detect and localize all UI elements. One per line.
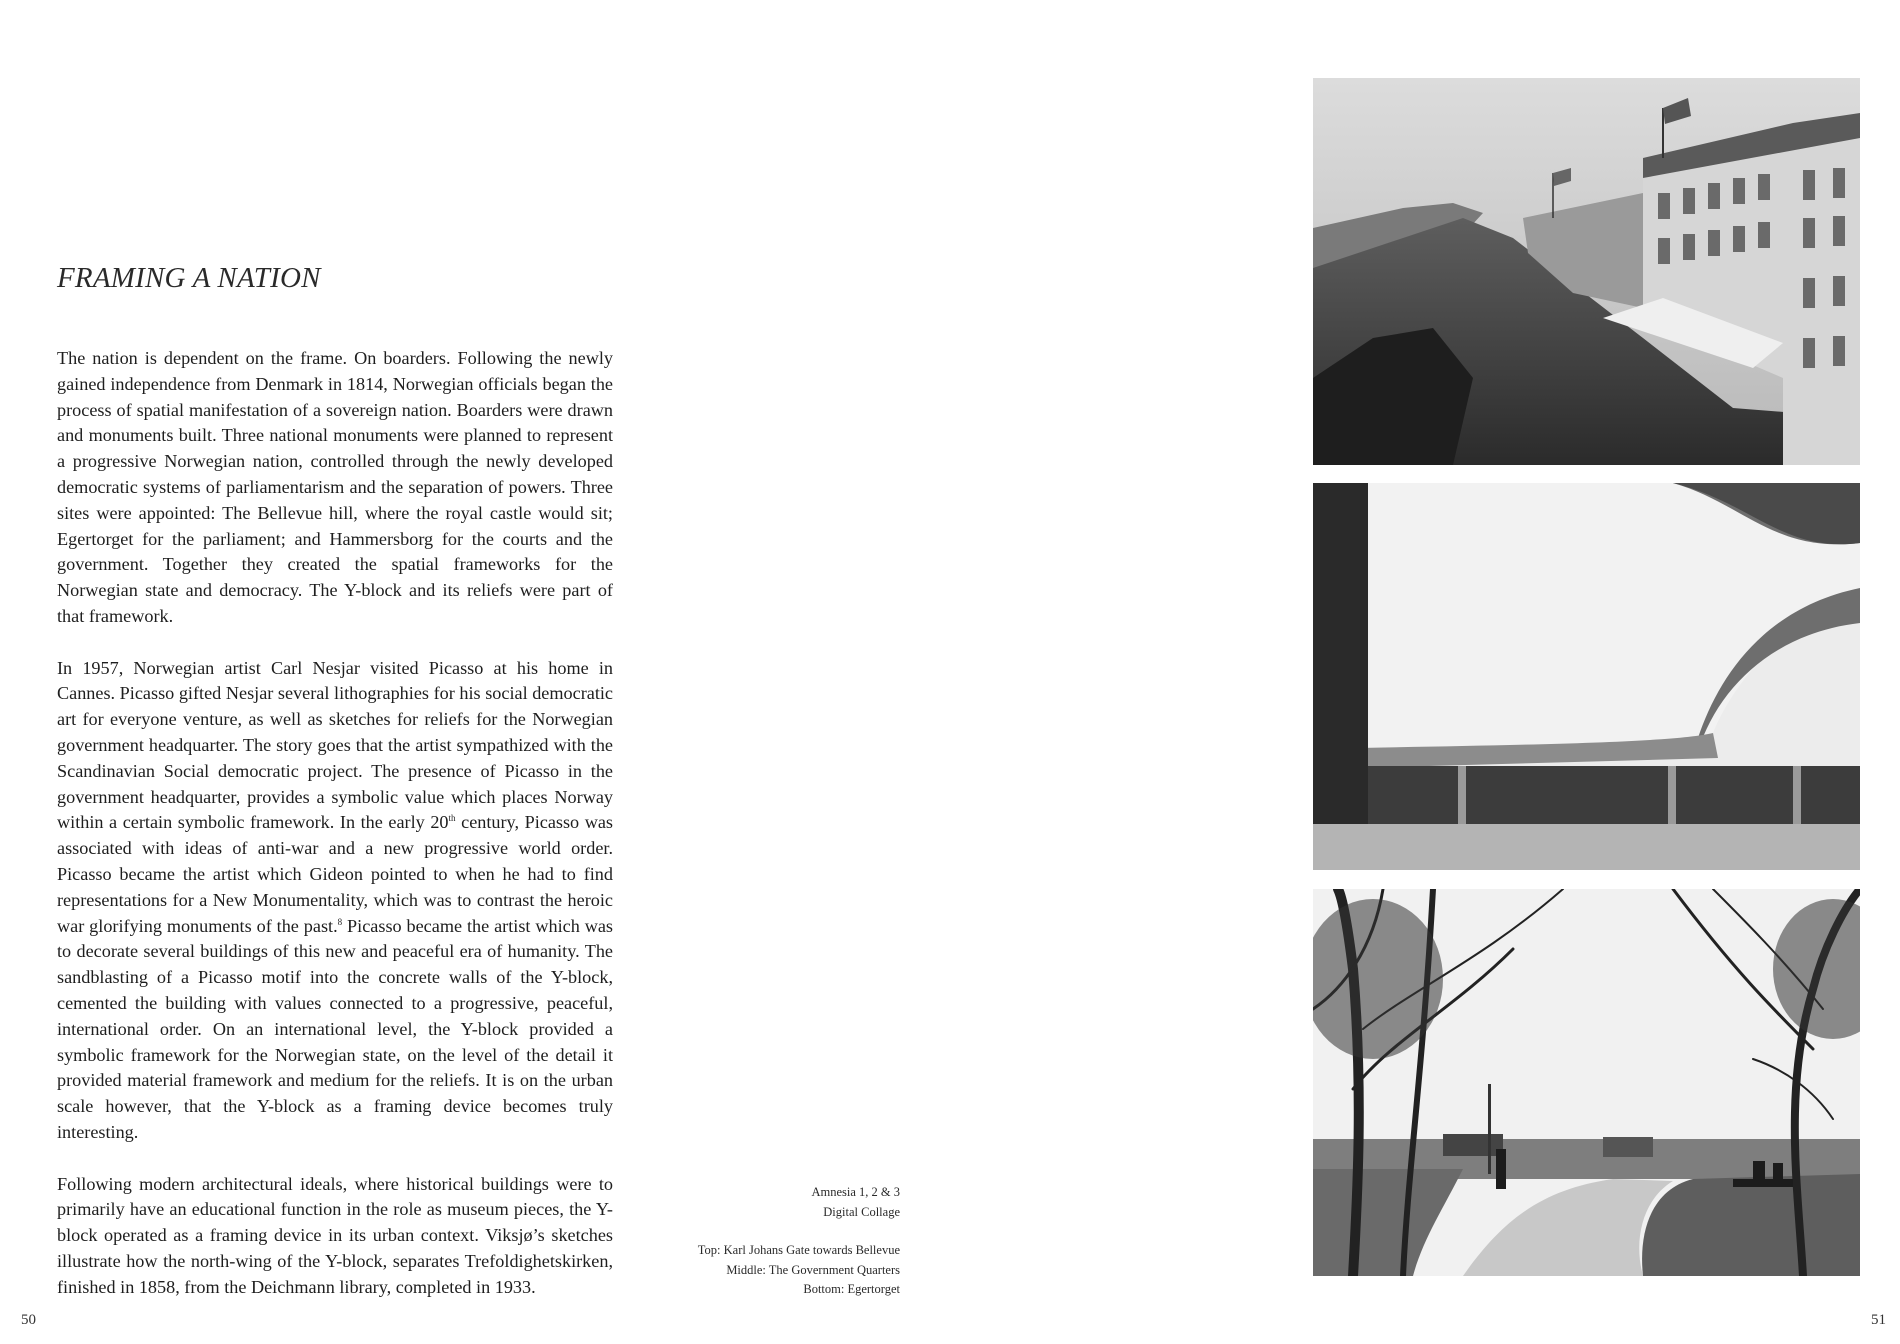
paragraph-1: The nation is dependent on the frame. On boarders. Following the newly gained independence from Denmark in 1814, Norwegian officials began the process of spatial manifestation of a sovereign nation. Boarders were drawn and monuments built. Three national monuments were planned to represent a progressive Norwegian nation, controlled through the newly developed democratic systems of parliamentarism and the separation of powers. Three sites were appointed: The Bellevue hill, where the royal castle would sit; Egertorget for the parliament; and Hammersborg for the courts and the government. Together they created the spatial frameworks for the Norwegian state and democracy. The Y-block and its reliefs were part of that framework. [57,348,613,626]
paragraph-3: Following modern architectural ideals, where historical buildings were to primarily have an educational function in the role as museum pieces, the Y-block operated as a framing device in its urban context. Viksjø’s sketches illustrate how the north-wing of the Y-block, separates Trefoldighetskirken, finished in 1858, from the Deichmann library, completed in 1933. [57,1173,613,1297]
footnote-marker: 8 [337,916,343,927]
page-number-right: 51 [1871,1312,1886,1328]
superscript-th: th [448,813,456,824]
government-quarters-photo [1313,483,1860,870]
egertorget-photo [1313,889,1860,1276]
caption-title: Amnesia 1, 2 & 3 [811,1185,900,1199]
caption-top: Top: Karl Johans Gate towards Bellevue [697,1243,900,1257]
chapter-title: FRAMING A NATION [57,262,321,294]
image-caption [640,1183,900,1300]
caption-middle: Middle: The Government Quarters [726,1262,900,1277]
caption-medium: Digital Collage [823,1204,900,1219]
caption-bottom: Bottom: Egertorget [803,1282,900,1296]
page-number-left: 50 [21,1312,36,1328]
karl-johans-gate-photo [1313,78,1860,465]
paragraph-2: In 1957, Norwegian artist Carl Nesjar visited Picasso at his home in Cannes. Picasso gifted Nesjar several lithographies for his social democratic art for everyone venture, as well as sketches for reliefs for the Norwegian government headquarter. The story goes that the artist sympathized with the Scandinavian Social democratic project. The presence of Picasso in the government headquarter, provides a symbolic value which places Norway within a certain symbolic framework. In the early 20th century, Picasso was associated with ideas of anti-war and a new progressive world order. Picasso became the artist which Gideon pointed to when he had to find representations for a New Monumentality, which was to contrast the heroic war glorifying monuments of the past.$^8$ Picasso became the artist which was to decorate several buildings of this new and peaceful era of humanity. The sandblasting of a Picasso motif into the concrete walls of the Y-block, cemented the building with values connected to a progressive, peaceful, international order. On an international level, the Y-block provided a symbolic framework for the Norwegian state, on the level of the detail it provided material framework and medium for the reliefs. It is on the urban scale however, that the Y-block as a framing device becomes truly interesting. [57,657,614,1142]
body-text [57,346,613,1326]
